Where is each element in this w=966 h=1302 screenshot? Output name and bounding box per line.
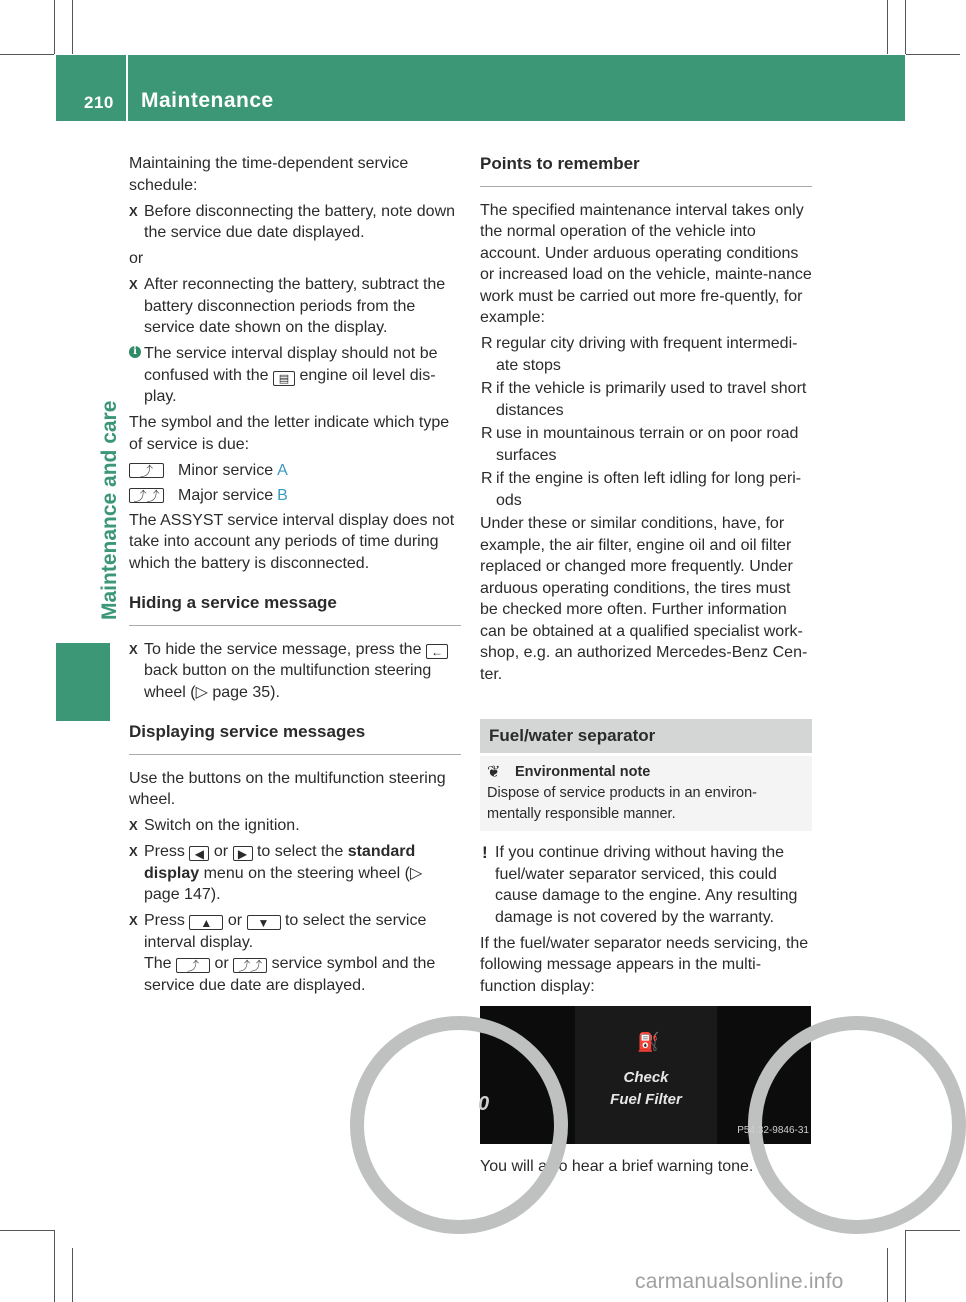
service-symbol-text: service symbol and the service due date are displayed. [144,955,436,994]
step-arrow-icon: X [129,277,138,292]
assyst-text: The ASSYST service interval display does not take into account any periods of time during which the battery is disconnected. [129,511,455,572]
page-number: 210 [84,93,114,112]
step-arrow-icon: X [129,203,138,219]
gauge-digit: 0 [478,1093,490,1115]
bullet-icon: R [481,335,493,352]
heading-points-to-remember: Points to remember [480,153,812,187]
step-text: After reconnecting the battery, subtract the battery disconnection periods from the service date shown on the display. [144,276,446,336]
bullet-text: use in mountainous terrain or on poor road surfaces [496,425,799,464]
side-section-title: Maintenance and care [98,400,121,620]
env-title: Environmental note [515,764,651,780]
hide-text-b: back button on the multifunction steering wheel ( [144,662,432,701]
left-gauge [350,1016,568,1234]
list-item [480,468,812,511]
press-text: Press [144,912,185,929]
down-arrow-button-icon: ▼ [247,915,281,930]
step-item [129,815,461,837]
info-icon: i [129,346,141,358]
minor-service-letter: A [277,461,288,479]
bullet-icon: R [481,425,493,442]
heading-fuel-water-separator: Fuel/water separator [480,719,812,753]
multifunction-display-photo [480,1006,811,1144]
crop-mark [54,0,55,54]
the-text: The [144,955,172,972]
crop-mark [905,0,906,54]
crop-mark [0,54,54,55]
major-service-letter: B [277,486,288,504]
step-arrow-icon: X [129,844,138,859]
photo-reference: P54.32-9846-31 [737,1124,809,1136]
info-text-a: The service interval display should not be confused with the [144,345,438,384]
page-ref-icon: ▷ [195,683,208,701]
left-column [129,153,461,1001]
double-wrench-icon: ⤴⤴ [233,958,267,973]
crop-mark [54,1230,55,1302]
step-text: Before disconnecting the battery, note down the service due date displayed. [144,202,456,241]
step-arrow-icon: X [129,818,138,833]
crop-mark [887,1248,888,1302]
warning-icon: ! [482,843,488,862]
symbol-text: The symbol and the letter indicate which type of service is due: [129,414,450,453]
wrench-icon: ⤴ [129,463,164,478]
step-item [129,841,461,906]
list-item [480,423,812,466]
info-note [129,343,461,408]
side-tab-marker [56,643,110,721]
heading-hiding-service-message: Hiding a service message [129,592,461,626]
crop-mark [905,1230,906,1302]
minor-service-row [129,460,461,482]
step-arrow-icon: X [129,913,138,928]
info-text-b: engine oil level dis-play. [144,366,436,405]
crop-mark [887,0,888,54]
right-column [480,153,812,1182]
fuel-filter-icon: ⛽ [637,1032,660,1052]
hide-text-a: To hide the service message, press the [144,640,422,658]
major-service-row [129,485,461,507]
or-text: or [227,912,243,929]
points-text: The specified maintenance interval takes only the normal operation of the vehicle into account. Under arduous operating conditions or increased load on the vehicle, mainte-nance work must be carried out more fre-quently, for example: [480,201,812,326]
bullet-text: if the engine is often left idling for long peri-ods [496,470,802,509]
menu-text: menu on the steering wheel ( [203,864,410,882]
if-separator-text: If the fuel/water separator needs servicing, the following message appears in the multi-function display: [480,934,809,995]
list-item [480,333,812,376]
or-text: or [214,955,229,972]
double-wrench-icon: ⤴⤴ [129,488,164,503]
intro-text: Maintaining the time-dependent service schedule: [129,155,409,194]
crop-mark [72,0,73,54]
left-arrow-button-icon: ◀ [189,846,209,861]
bullet-text: regular city driving with frequent intermedi-ate stops [496,335,798,374]
page-ref-icon: ▷ [409,864,423,882]
minor-service-label: Minor service [178,461,274,479]
or-text: or [129,250,144,267]
press-text: Press [144,843,185,860]
standard-display-text: standard display [144,843,416,882]
crop-mark [72,1248,73,1302]
chapter-title: Maintenance [141,89,274,112]
header-separator [126,55,128,121]
select-text: to select the [256,843,344,860]
watermark: carmanualsonline.info [635,1270,844,1293]
under-conditions-text: Under these or similar conditions, have, for example, the air filter, engine oil and oil filter replaced or changed more frequently. Under arduous operating conditions, the tires must be checked more often. Further information can be obtained at a qualified specialist work-shop, e.g. an authorized Mercedes-Benz Cen-ter. [480,515,808,683]
heading-displaying-service-messages: Displaying service messages [129,721,461,755]
step-item [129,201,461,244]
step-arrow-icon: X [129,641,138,657]
hide-text-c: page 35). [212,683,280,701]
right-arrow-button-icon: ▶ [233,846,253,861]
crop-mark [906,54,960,55]
warning-note [480,842,812,928]
step-item [129,639,461,704]
back-button-icon: ← [426,644,448,659]
warning-tone-text: You will also hear a brief warning tone. [480,1158,754,1175]
env-text: Dispose of service products in an environ-mentally responsible manner. [487,785,757,822]
display-line-fuel-filter: Fuel Filter [610,1091,682,1108]
step-item [129,274,461,339]
bullet-icon: R [481,380,493,397]
crop-mark [906,1230,960,1231]
select-service-text: to select the service interval display. [144,912,427,951]
or-text: or [213,843,229,860]
bullet-text: if the vehicle is primarily used to travel short distances [496,380,807,419]
list-item [480,378,812,421]
switch-on-text: Switch on the ignition. [144,817,300,834]
step-item [129,910,461,996]
crop-mark [0,1230,54,1231]
up-arrow-button-icon: ▲ [189,915,223,930]
display-line-check: Check [623,1069,669,1086]
bullet-icon: R [481,470,493,487]
oil-level-icon: ▤ [273,371,295,386]
wrench-icon: ⤴ [176,958,210,973]
environmental-note [480,756,812,831]
page-ref-text: page 147). [144,886,221,903]
major-service-label: Major service [178,486,274,504]
warning-text: If you continue driving without having the fuel/water separator serviced, this could cause damage to the engine. Any resulting damage is not covered by the warranty. [495,844,798,926]
use-buttons-text: Use the buttons on the multifunction steering wheel. [129,769,446,808]
leaf-icon: ❦ [487,764,501,781]
